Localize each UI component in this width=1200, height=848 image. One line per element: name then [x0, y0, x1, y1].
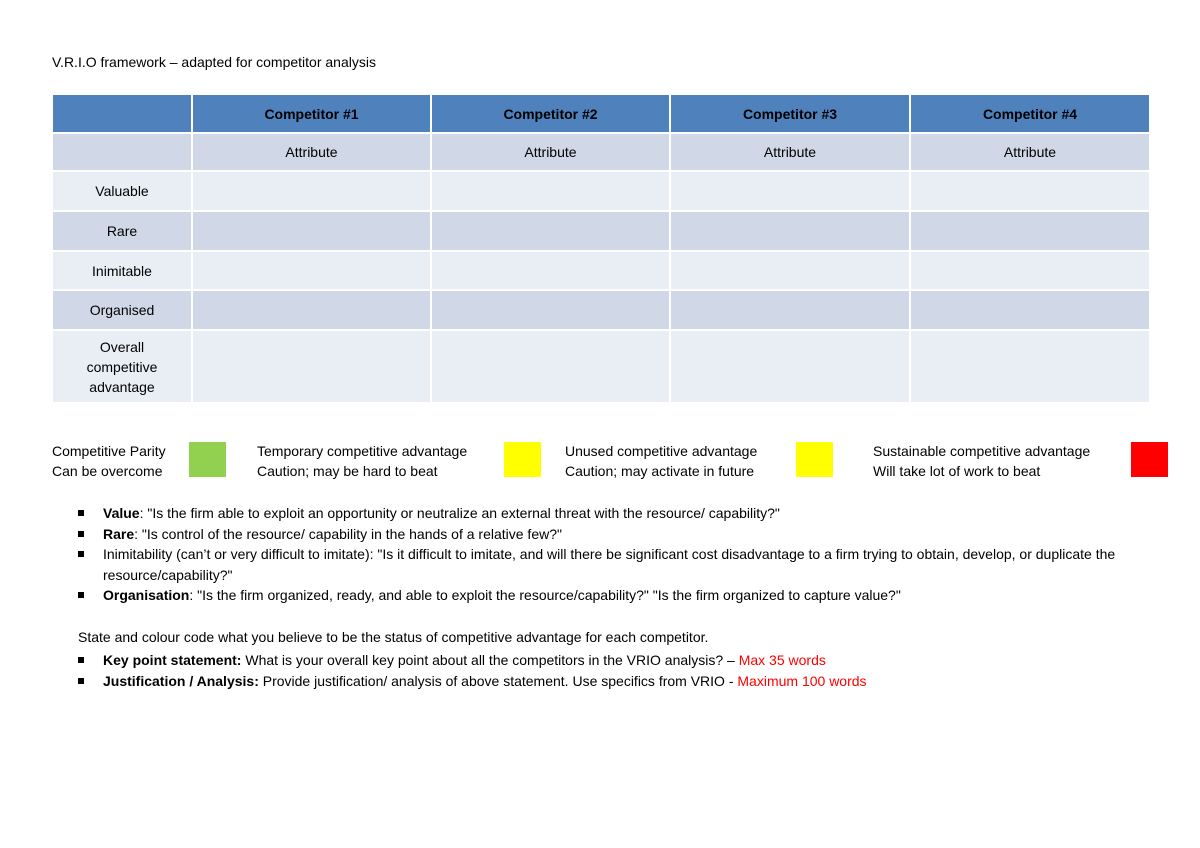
legend-line1: Competitive Parity: [52, 443, 166, 459]
table-cell[interactable]: [192, 211, 431, 251]
task-list: [78, 650, 1138, 692]
attribute-cell: Attribute: [192, 133, 431, 171]
row-label-overall: [52, 330, 192, 403]
criterion-term: Organisation: [103, 587, 190, 603]
legend-line2: Caution; may be hard to beat: [257, 463, 438, 479]
header-competitor-3: Competitor #3: [670, 94, 910, 133]
table-header-row: [52, 94, 1150, 133]
table-cell[interactable]: [431, 211, 670, 251]
table-cell[interactable]: [670, 290, 910, 330]
table-row-overall: [52, 330, 1150, 403]
header-corner-cell: [52, 94, 192, 133]
table-cell[interactable]: [431, 290, 670, 330]
page-title: V.R.I.O framework – adapted for competitor analysis: [52, 54, 376, 70]
table-row-rare: [52, 211, 1150, 251]
table-cell[interactable]: [431, 330, 670, 403]
legend-swatch-yellow: [504, 442, 541, 477]
list-item: [78, 650, 1138, 671]
overall-label-line: advantage: [89, 378, 155, 395]
header-competitor-1: Competitor #1: [192, 94, 431, 133]
criterion-text: : "Is control of the resource/ capability in the hands of a relative few?": [134, 525, 562, 542]
header-competitor-4: Competitor #4: [910, 94, 1150, 133]
legend-line1: Sustainable competitive advantage: [873, 443, 1091, 459]
bullet-icon: [78, 510, 84, 516]
task-term: Justification / Analysis:: [103, 673, 259, 689]
attribute-corner-cell: [52, 133, 192, 171]
task-text: What is your overall key point about all the competitors in the VRIO analysis? –: [241, 652, 739, 668]
table-row-organised: [52, 290, 1150, 330]
criterion-text: : "Is the firm organized, ready, and able to exploit the resource/capability?" "Is the firm organized to capture value?": [189, 587, 901, 603]
row-label-organised: Organised: [52, 290, 192, 330]
bullet-icon: [78, 551, 84, 557]
table-row-inimitable: [52, 251, 1150, 290]
legend-line2: Caution; may activate in future: [565, 463, 755, 479]
table-row-valuable: [52, 171, 1150, 211]
table-cell[interactable]: [192, 330, 431, 403]
legend-temporary-advantage: [257, 441, 467, 481]
table-cell[interactable]: [670, 330, 910, 403]
legend-line2: Can be overcome: [52, 463, 163, 479]
header-competitor-2: Competitor #2: [431, 94, 670, 133]
attribute-cell: Attribute: [910, 133, 1150, 171]
list-item: [78, 585, 1138, 606]
legend-line2: Will take lot of work to beat: [873, 463, 1041, 479]
legend-swatch-yellow: [796, 442, 833, 477]
word-limit: Maximum 100 words: [737, 673, 867, 689]
table-cell[interactable]: [670, 171, 910, 211]
legend-line1: Temporary competitive advantage: [257, 443, 468, 459]
table-cell[interactable]: [670, 251, 910, 290]
table-cell[interactable]: [192, 290, 431, 330]
attribute-row: [52, 133, 1150, 171]
legend-unused-advantage: [565, 441, 757, 481]
criterion-term: Value: [103, 505, 140, 521]
task-term: Key point statement:: [103, 652, 242, 668]
table-cell[interactable]: [192, 251, 431, 290]
list-item: [78, 524, 1138, 545]
row-label-valuable: Valuable: [52, 171, 192, 211]
table-cell[interactable]: [910, 330, 1150, 403]
criterion-term: Rare: [103, 525, 135, 542]
overall-label-line: Overall: [99, 338, 145, 355]
attribute-cell: Attribute: [431, 133, 670, 171]
instruction-text: State and colour code what you believe to be the status of competitive advantage for each competitor.: [78, 629, 709, 645]
criteria-list: [78, 503, 1138, 606]
legend-line1: Unused competitive advantage: [565, 443, 758, 459]
list-item: [78, 671, 1138, 692]
table-cell[interactable]: [670, 211, 910, 251]
table-cell[interactable]: [910, 211, 1150, 251]
legend-sustainable-advantage: [873, 441, 1090, 481]
bullet-icon: [78, 531, 84, 537]
table-cell[interactable]: [910, 171, 1150, 211]
table-cell[interactable]: [192, 171, 431, 211]
task-text: Provide justification/ analysis of above statement. Use specifics from VRIO -: [258, 673, 738, 689]
criterion-text: : "Is the firm able to exploit an opportunity or neutralize an external threat with the resource/ capability?": [139, 505, 780, 521]
legend-competitive-parity: [52, 441, 166, 481]
criterion-text: Inimitability (can’t or very difficult to imitate): "Is it difficult to imitate, and will there be significant cost disadvantage to a firm trying to obtain, develop, or duplicate the resource/capability?": [103, 546, 1116, 583]
list-item: [78, 503, 1138, 524]
vrio-table: [51, 93, 1151, 404]
table-cell[interactable]: [431, 171, 670, 211]
overall-label-line: competitive: [86, 358, 158, 375]
word-limit: Max 35 words: [738, 652, 826, 668]
row-label-inimitable: Inimitable: [52, 251, 192, 290]
bullet-icon: [78, 592, 84, 598]
bullet-icon: [78, 678, 84, 684]
row-label-rare: Rare: [52, 211, 192, 251]
table-cell[interactable]: [910, 290, 1150, 330]
legend-swatch-green: [189, 442, 226, 477]
legend-swatch-red: [1131, 442, 1168, 477]
table-cell[interactable]: [431, 251, 670, 290]
attribute-cell: Attribute: [670, 133, 910, 171]
bullet-icon: [78, 657, 84, 663]
table-cell[interactable]: [910, 251, 1150, 290]
list-item: [78, 544, 1138, 585]
